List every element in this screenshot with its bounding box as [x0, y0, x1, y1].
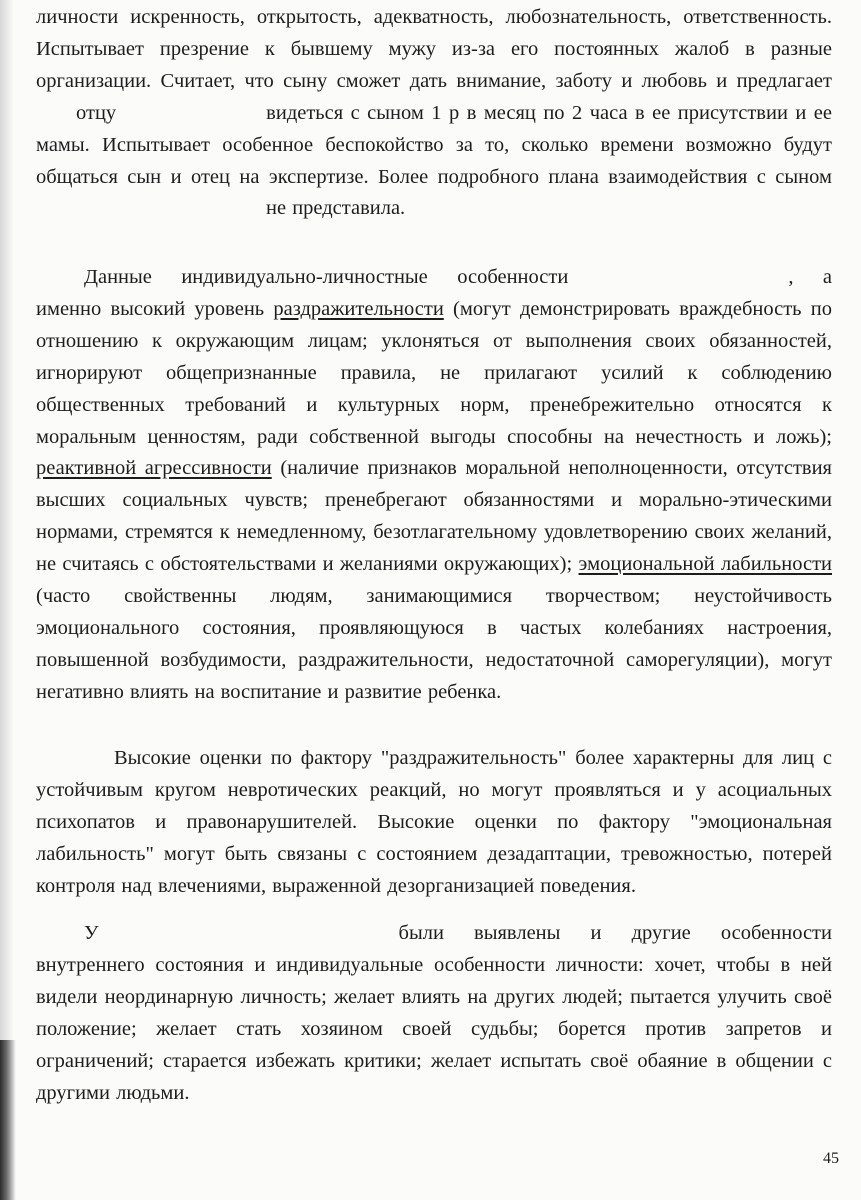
paragraph-1-text-b: отцу [76, 101, 117, 124]
paragraph-2-text-b: , а именно высокий уровень [36, 266, 832, 320]
paragraph-4 [36, 918, 832, 1109]
paragraph-3-text: Высокие оценки по фактору "раздражительность" более характерны для лиц с устойчивым кругом невротических реакций, но могут проявляться и у асоциальных психопатов и правонарушителей. Высокие оценки по фактору "эмоциональная лабильность" могут быть связаны с состоянием дезадаптации, тревожностью, потерей контроля над влечениями, выраженной дезорганизацией поведения. [36, 747, 832, 897]
underlined-term-emotional-lability: эмоциональной лабильности [578, 553, 833, 576]
paragraph-1-text-d: не представила. [266, 197, 406, 220]
page-edge-shadow [0, 0, 14, 1200]
paragraph-1 [36, 2, 832, 225]
paragraph-4-text-b: были выявлены и другие особенности внутреннего состояния и индивидуальные особенности личности: хочет, чтобы в ней видели неординарную личность; желает влиять на других людей; пытается улучить своё положение; желает стать хозяином своей судьбы; борется против запретов и ограничений; старается избежать критики; желает испытать своё обаяние в общении с другими людьми. [36, 922, 832, 1104]
paragraph-2-text-c: (могут демонстрировать враждебность по отношению к окружающим лицам; уклоняться от выполнения своих обязанностей, игнорируют общепризнанные правила, не прилагают усилий к соблюдению общественных требований и культурных норм, пренебрежительно относятся к моральным ценностям, ради собственной выгоды способны на нечестность и ложь); [36, 297, 832, 448]
paragraph-2 [36, 262, 832, 709]
underlined-term-irritability: раздражительности [273, 297, 444, 320]
paragraph-4-text-a: У [84, 922, 99, 944]
paragraph-2-text-a: Данные индивидуально-личностные особенности [84, 266, 569, 288]
page-number: 45 [823, 1150, 839, 1167]
paragraph-1-text-a: личности искренность, открытость, адекватность, любознательность, ответственность. Испытывает презрение к бывшему мужу из-за его постоянных жалоб в разные организации. Считает, что сыну сможет дать внимание, заботу и любовь и предлагает [36, 6, 832, 92]
underlined-term-reactive-aggressiveness: реактивной агрессивности [36, 457, 272, 480]
paragraph-3 [36, 743, 832, 903]
paragraph-2-text-e: (часто свойственны людям, занимающимися творчеством; неустойчивость эмоционального состояния, проявляющуюся в частых колебаниях настроения, повышенной возбудимости, раздражительности, недостаточной саморегуляции), могут негативно влиять на воспитание и развитие ребенка. [36, 585, 832, 703]
binding-edge [0, 1040, 16, 1200]
paragraph-2-text-d: (наличие признаков моральной неполноценности, отсутствия высших социальных чувств; пренебрегают обязанностями и морально-этическими нормами, стремятся к немедленному, безотлагательному удовлетворению своих желаний, не считаясь с обстоятельствами и желаниями окружающих); [36, 457, 832, 576]
paragraph-1-text-c: видеться с сыном 1 р в месяц по 2 часа в ее присутствии и ее мамы. Испытывает особенное беспокойство за то, сколько времени возможно будут общаться сын и отец на экспертизе. Более подробного плана взаимодействия с сыном [36, 101, 832, 188]
